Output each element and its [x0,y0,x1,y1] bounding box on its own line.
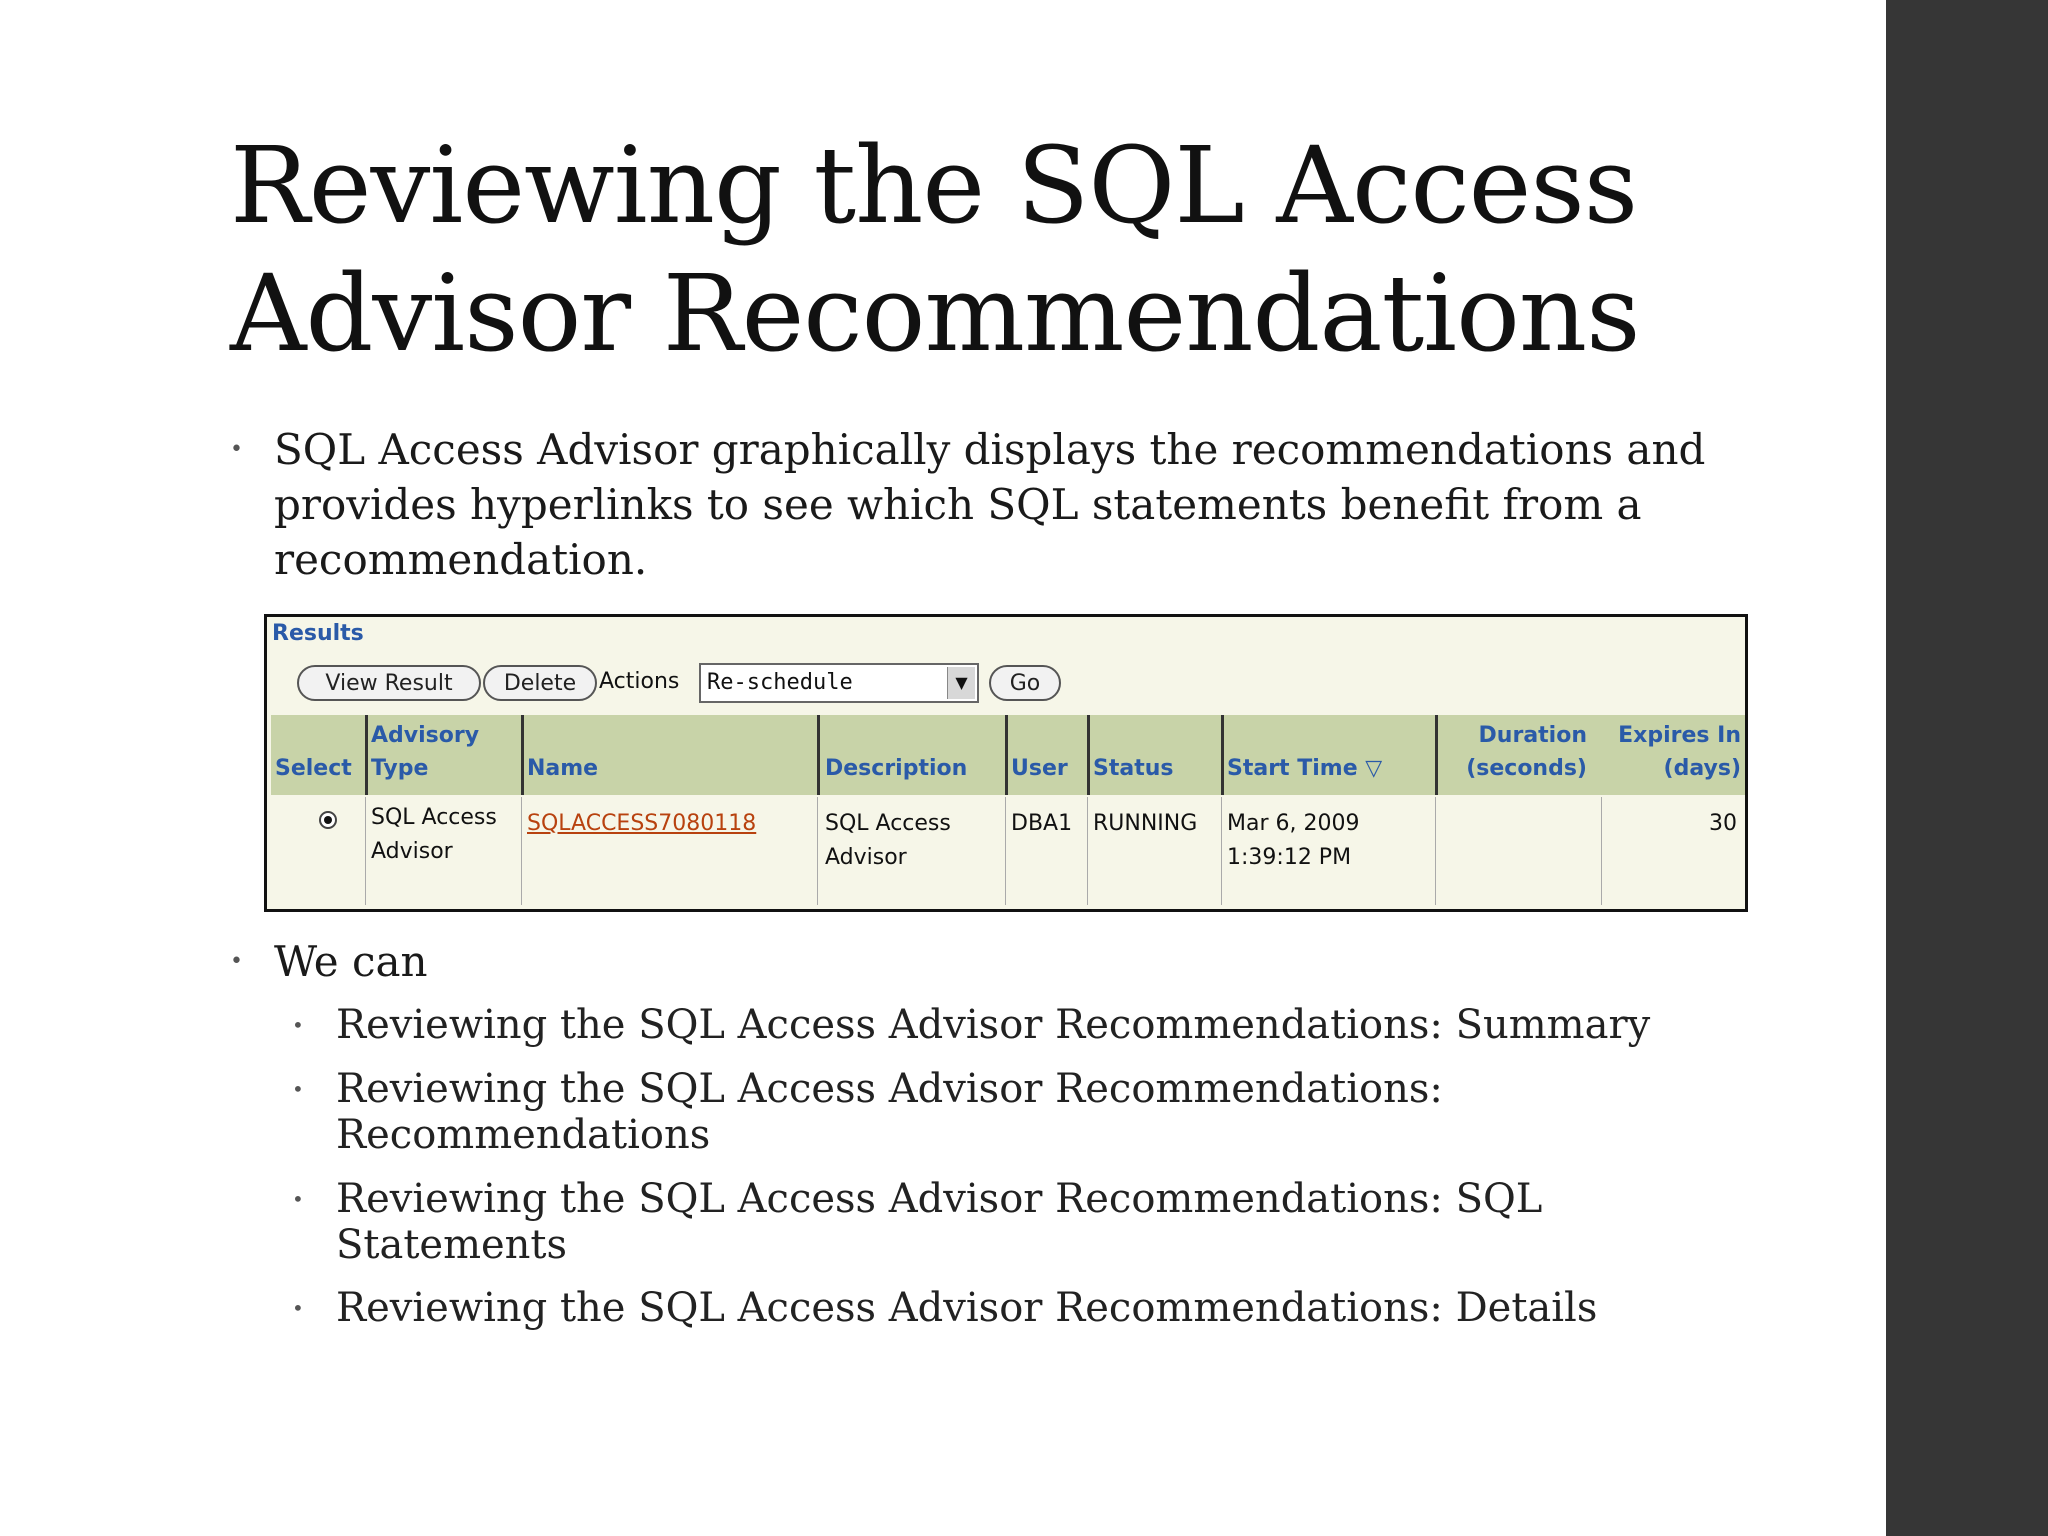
table-row [271,797,1745,905]
column-divider [365,715,368,795]
cell-divider [1087,797,1088,905]
cell-status: RUNNING [1093,811,1198,836]
cell-divider [1601,797,1602,905]
cell-description: SQL Access Advisor [825,811,951,870]
bullet-dot-icon: • [292,1077,304,1101]
table-header [271,715,1745,795]
cell-divider [365,797,366,905]
cell-divider [1221,797,1222,905]
column-divider [1087,715,1090,795]
cell-user: DBA1 [1011,811,1073,836]
col-user[interactable]: User [1011,756,1068,781]
select-radio[interactable] [319,811,337,829]
sub-bullet-text: Reviewing the SQL Access Advisor Recommendations: SQL Statements [336,1176,1543,1268]
actions-select-value: Re-schedule [707,670,853,695]
cell-start-time: Mar 6, 2009 1:39:12 PM [1227,811,1360,870]
column-divider [1005,715,1008,795]
sub-bullet-text: Reviewing the SQL Access Advisor Recommendations: Summary [336,1002,1651,1048]
advisory-task-link[interactable]: SQLACCESS7080118 [527,811,757,836]
cell-expires: 30 [1709,811,1737,836]
bullet-dot-icon: • [292,1187,304,1211]
bullet-dot-icon: • [230,949,243,974]
cell-name [527,807,821,841]
column-divider [817,715,820,795]
col-name[interactable]: Name [527,756,599,781]
cell-advisory-type: SQL Access Advisor [371,805,497,864]
sub-bullet-text: Reviewing the SQL Access Advisor Recommendations: Recommendations [336,1066,1443,1158]
actions-select[interactable] [699,663,979,703]
slide-title: Reviewing the SQL Access Advisor Recommendations [230,124,1640,375]
actions-label: Actions [599,669,680,694]
col-select[interactable]: Select [275,756,352,781]
sub-bullet-text: Reviewing the SQL Access Advisor Recommendations: Details [336,1285,1598,1331]
results-panel [264,614,1748,912]
cell-divider [521,797,522,905]
cell-divider [1005,797,1006,905]
col-expires[interactable]: Expires In (days) [1618,723,1741,781]
go-button[interactable]: Go [989,665,1061,701]
bullet-dot-icon: • [292,1013,304,1037]
bullet-dot-icon: • [292,1296,304,1320]
column-divider [1435,715,1438,795]
cell-divider [817,797,818,905]
col-duration[interactable]: Duration (seconds) [1466,723,1587,781]
column-divider [1221,715,1224,795]
sidebar-bar [1886,0,2048,1536]
col-status[interactable]: Status [1093,756,1174,781]
col-start-time[interactable]: Start Time ▽ [1227,756,1383,781]
bullet-text: We can [274,937,428,986]
chevron-down-icon[interactable]: ▼ [947,667,975,699]
delete-button[interactable]: Delete [483,665,597,701]
col-description[interactable]: Description [825,756,968,781]
bullet-dot-icon: • [230,437,243,462]
bullet-text: SQL Access Advisor graphically displays the recommendations and provides hyperlinks to see which SQL statements benefit from a recommendation. [274,425,1706,584]
results-title: Results [272,621,364,646]
view-result-button[interactable]: View Result [297,665,481,701]
cell-divider [1435,797,1436,905]
col-advisory-type[interactable]: Advisory Type [371,723,480,781]
column-divider [521,715,524,795]
